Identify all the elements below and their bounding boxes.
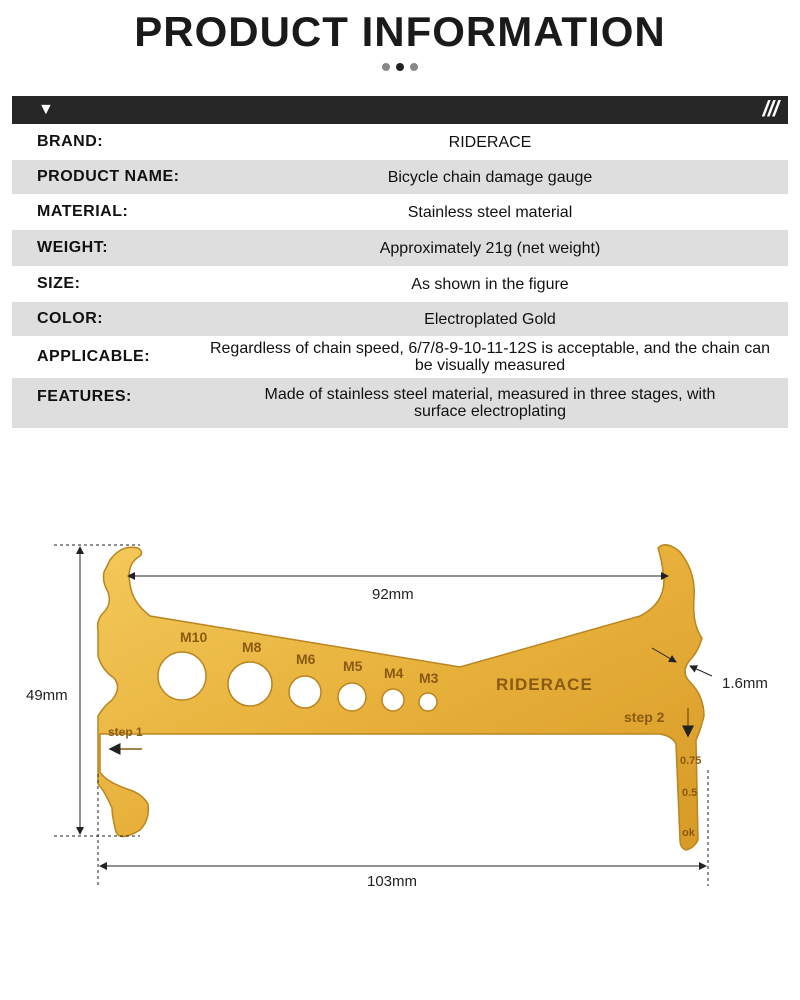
row-label: SIZE: bbox=[37, 275, 81, 292]
page-title: PRODUCT INFORMATION bbox=[134, 8, 666, 55]
table-row-material bbox=[12, 194, 788, 230]
dim-label-103: 103mm bbox=[367, 873, 418, 890]
row-label: FEATURES: bbox=[37, 388, 132, 405]
row-value: As shown in the figure bbox=[411, 275, 569, 293]
step2-label: step 2 bbox=[624, 709, 665, 725]
row-value: Approximately 21g (net weight) bbox=[379, 239, 601, 257]
row-value: Regardless of chain speed, 6/7/8-9-10-11-12S is acceptable, and the chain can be visually measured bbox=[209, 340, 771, 374]
product-info-table bbox=[12, 124, 788, 428]
hole-label-m5: M5 bbox=[343, 658, 363, 674]
carousel-dot-2[interactable] bbox=[396, 63, 404, 71]
gauge-diagram bbox=[0, 520, 800, 900]
hole-label-m10: M10 bbox=[180, 629, 208, 645]
row-label: WEIGHT: bbox=[37, 239, 109, 256]
table-row-product-name bbox=[12, 160, 788, 194]
hole-m6 bbox=[289, 676, 321, 708]
table-row-weight bbox=[12, 230, 788, 266]
scale-ok: ok bbox=[682, 827, 695, 839]
table-row-brand bbox=[12, 124, 788, 160]
triangle-down-icon: ▼ bbox=[38, 101, 54, 118]
carousel-dots bbox=[0, 58, 800, 76]
row-value: Electroplated Gold bbox=[424, 310, 556, 328]
scale-075: 0.75 bbox=[680, 755, 702, 767]
hole-label-m8: M8 bbox=[242, 639, 262, 655]
hole-m8 bbox=[228, 662, 272, 706]
step1-label: step 1 bbox=[108, 725, 143, 739]
row-value: Bicycle chain damage gauge bbox=[387, 168, 593, 186]
table-row-applicable bbox=[12, 336, 788, 378]
slashes-icon: /// bbox=[762, 96, 778, 121]
hole-m4 bbox=[382, 689, 404, 711]
row-label: APPLICABLE: bbox=[37, 348, 151, 365]
row-value: Made of stainless steel material, measured in three stages, with surface electroplating bbox=[264, 386, 716, 420]
dim-label-92: 92mm bbox=[372, 586, 414, 603]
row-value: RIDERACE bbox=[448, 133, 532, 151]
row-label: COLOR: bbox=[37, 310, 104, 327]
row-label: MATERIAL: bbox=[37, 203, 129, 220]
table-row-color bbox=[12, 302, 788, 336]
section-header-bar bbox=[12, 96, 788, 124]
dim-label-49: 49mm bbox=[26, 687, 68, 704]
hole-label-m3: M3 bbox=[419, 670, 439, 686]
table-row-size bbox=[12, 266, 788, 302]
row-value: Stainless steel material bbox=[407, 203, 573, 221]
carousel-dot-1[interactable] bbox=[382, 63, 390, 71]
table-row-features bbox=[12, 378, 788, 428]
row-label: PRODUCT NAME: bbox=[37, 168, 180, 185]
dim-label-16: 1.6mm bbox=[722, 675, 768, 692]
row-label: BRAND: bbox=[37, 133, 104, 150]
hole-label-m4: M4 bbox=[384, 665, 404, 681]
hole-m3 bbox=[419, 693, 437, 711]
carousel-dot-3[interactable] bbox=[410, 63, 418, 71]
dim-pointer-16-b bbox=[690, 666, 712, 676]
scale-05: 0.5 bbox=[682, 787, 698, 799]
engraved-brand: RIDERACE bbox=[496, 675, 593, 694]
hole-label-m6: M6 bbox=[296, 651, 316, 667]
hole-m5 bbox=[338, 683, 366, 711]
hole-m10 bbox=[158, 652, 206, 700]
